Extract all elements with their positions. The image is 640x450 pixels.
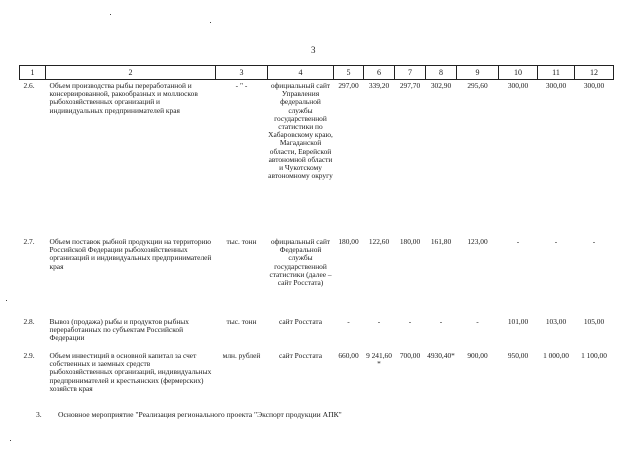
row-number: 2.9. xyxy=(23,351,35,360)
column-header: 8 xyxy=(426,66,457,80)
indicators-table xyxy=(19,65,614,410)
source-cell: сайт Росстата xyxy=(278,317,323,326)
column-header: 6 xyxy=(364,66,395,80)
value-cell: - xyxy=(377,317,381,326)
value-cell: 9 241,60 * xyxy=(366,351,392,369)
value-cell: 339,20 xyxy=(368,81,390,90)
value-cell: 300,00 xyxy=(507,81,529,90)
unit-cell: тыс. тонн xyxy=(226,237,257,246)
table-row xyxy=(20,316,614,350)
value-cell: 300,00 xyxy=(583,81,605,90)
value-cell: 4930,40* xyxy=(427,351,455,360)
row-number: 2.6. xyxy=(23,81,35,90)
value-cell: 1 100,00 xyxy=(581,351,607,360)
column-header: 9 xyxy=(457,66,499,80)
scan-speck xyxy=(210,22,211,23)
value-cell: 1 000,00 xyxy=(543,351,569,360)
value-cell: 660,00 xyxy=(338,351,359,360)
row-number: 2.7. xyxy=(23,237,35,246)
indicator-name: Объем поставок рыбной продукции на территорию Российской Федерации рыбохозяйственных организаций и индивидуальных предпринимателей края xyxy=(49,237,212,271)
column-header: 3 xyxy=(216,66,268,80)
value-cell: 103,00 xyxy=(545,317,567,326)
scan-speck xyxy=(10,440,11,441)
column-header: 7 xyxy=(395,66,426,80)
indicator-name: Вывоз (продажа) рыбы и продуктов рыбных переработанных по субъектам Российской Федерации xyxy=(49,317,189,343)
value-cell: 297,00 xyxy=(338,81,359,90)
unit-cell: - " - xyxy=(235,81,248,90)
source-cell: сайт Росстата xyxy=(278,351,323,360)
table-row xyxy=(20,350,614,410)
column-header: 10 xyxy=(499,66,538,80)
subsection-number: 3. xyxy=(36,410,42,419)
column-header: 4 xyxy=(268,66,334,80)
source-cell: официальный сайт Федеральной службы государственной статистики (далее – сайт Росстата) xyxy=(269,237,332,288)
table-row xyxy=(20,80,614,237)
value-cell: - xyxy=(476,317,479,326)
column-header: 5 xyxy=(334,66,364,80)
column-header: 11 xyxy=(538,66,575,80)
value-cell: 122,60 xyxy=(368,237,390,246)
value-cell: 302,90 xyxy=(430,81,452,90)
value-cell: 101,00 xyxy=(507,317,529,326)
column-header: 2 xyxy=(46,66,216,80)
subsection-line xyxy=(36,410,342,419)
column-header: 12 xyxy=(575,66,614,80)
value-cell: - xyxy=(408,317,412,326)
indicator-name: Объем производства рыбы переработанной и консервированной, ракообразных и моллюсков рыбохозяйственных организаций и индивидуальных предпринимателей края xyxy=(49,81,198,115)
unit-cell: млн. рублей xyxy=(222,351,261,360)
source-cell: официальный сайт Управления федеральной службы государственной статистики по Хабаровскому краю, Магаданской области, Еврейской автономной области и Чукотскому автономному округу xyxy=(268,81,333,181)
scan-speck xyxy=(6,300,7,301)
value-cell: - xyxy=(554,237,558,246)
row-number: 2.8. xyxy=(23,317,35,326)
unit-cell: тыс. тонн xyxy=(226,317,257,326)
value-cell: 297,70 xyxy=(399,81,421,90)
value-cell: 900,00 xyxy=(467,351,488,360)
page-number: 3 xyxy=(311,45,316,55)
column-header: 1 xyxy=(20,66,46,80)
value-cell: 300,00 xyxy=(545,81,567,90)
subsection-title: Основное мероприятие "Реализация регионального проекта "Экспорт продукции АПК" xyxy=(58,410,342,419)
value-cell: 161,80 xyxy=(430,237,452,246)
header-row xyxy=(20,66,614,80)
value-cell: - xyxy=(439,317,443,326)
value-cell: - xyxy=(592,237,596,246)
value-cell: 180,00 xyxy=(338,237,359,246)
indicator-name: Объем инвестиций в основной капитал за счет собственных и заемных средств рыбохозяйственных организаций, индивидуальных предпринимателей и крестьянских (фермерских) хозяйств края xyxy=(49,351,212,393)
value-cell: 123,00 xyxy=(467,237,488,246)
value-cell: - xyxy=(516,237,520,246)
value-cell: 700,00 xyxy=(399,351,421,360)
table-row xyxy=(20,236,614,316)
value-cell: 950,00 xyxy=(507,351,529,360)
value-cell: 180,00 xyxy=(399,237,421,246)
value-cell: - xyxy=(347,317,350,326)
value-cell: 295,60 xyxy=(467,81,488,90)
scan-speck xyxy=(110,14,111,15)
value-cell: 105,00 xyxy=(583,317,605,326)
